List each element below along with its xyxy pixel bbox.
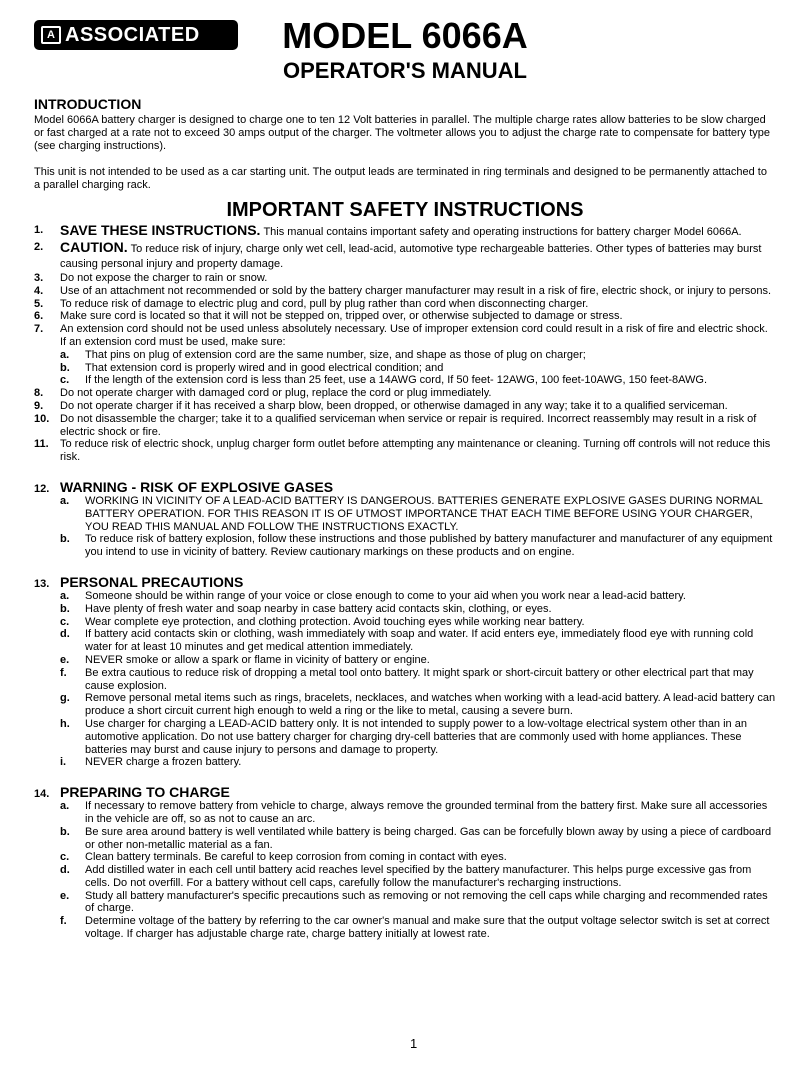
precaution-item-d: d. If battery acid contacts skin or clothing, wash immediately with soap and water. If acid enters eye, immediately flood eye with running cold water for at least 10 minutes and get medical attention immediately. bbox=[60, 628, 754, 654]
safety-item-1: 1. SAVE THESE INSTRUCTIONS. This manual contains important safety and operating instructions for battery charger Model 6066A. bbox=[34, 222, 742, 239]
safety-item-7c: c. If the length of the extension cord is less than 25 feet, use a 14AWG cord, If 50 feet- 12AWG, 100 feet-10AWG, 150 feet-8AWG. bbox=[60, 374, 708, 387]
safety-item-9: 9. Do not operate charger if it has received a sharp blow, been dropped, or otherwise damaged in any way; take it to a qualified serviceman. bbox=[34, 399, 728, 412]
precaution-item-a: a. Someone should be within range of your voice or close enough to come to your aid when you work near a lead-acid battery. bbox=[60, 589, 686, 602]
precaution-item-b: b. Have plenty of fresh water and soap nearby in case battery acid contacts skin, clothing, or eyes. bbox=[60, 602, 552, 615]
preparing-section-heading: 14. PREPARING TO CHARGE bbox=[34, 784, 230, 801]
logo-text: ASSOCIATED bbox=[65, 24, 200, 46]
preparing-item-c: c. Clean battery terminals. Be careful to keep corrosion from coming in contact with eyes. bbox=[60, 851, 507, 864]
preparing-item-d: d. Add distilled water in each cell until battery acid reaches level specified by the battery manufacturer. This helps purge excessive gas from cells. Do not overfill. For a battery without cell caps, carefully follow the manufacturer's recharging instructions. bbox=[60, 864, 752, 889]
safety-item-2: 2. CAUTION. To reduce risk of injury, charge only wet cell, lead-acid, automotive type rechargeable batteries. Other types of batteries may burst causing personal injury and property damage. bbox=[34, 239, 762, 271]
preparing-item-e: e. Study all battery manufacturer's specific precautions such as removing or not removing the cell caps while charging and recommended rates of charge. bbox=[60, 889, 768, 915]
intro-paragraph-2: This unit is not intended to be used as a car starting unit. The output leads are terminated in ring terminals and designed to be permanently attached to a parallel charging rack. bbox=[34, 165, 767, 191]
page-subtitle: OPERATOR'S MANUAL bbox=[283, 58, 527, 83]
manual-content bbox=[34, 96, 776, 941]
preparing-item-a: a. If necessary to remove battery from vehicle to charge, always remove the grounded terminal from the battery first. Make sure all accessories in the vehicle are off, so as not to cause an arc. bbox=[60, 800, 768, 825]
safety-item-11: 11. To reduce risk of electric shock, unplug charger form outlet before attempting any maintenance or cleaning. Turning off controls will not reduce this risk. bbox=[34, 438, 771, 464]
safety-item-5: 5. To reduce risk of damage to electric plug and cord, pull by plug rather than cord when disconnecting charger. bbox=[34, 297, 589, 310]
preparing-item-b: b. Be sure area around battery is well ventilated while battery is being charged. Gas can be forcefully blown away by using a piece of cardboard or other non-metallic material as a fan. bbox=[60, 825, 772, 851]
safety-item-7b: b. That extension cord is properly wired and in good electrical condition; and bbox=[60, 361, 444, 374]
safety-item-7: 7. An extension cord should not be used unless absolutely necessary. Use of improper extension cord could result in a risk of fire and electric shock. If an extension cord must be used, make sure: bbox=[34, 323, 768, 348]
precaution-item-i: i. NEVER charge a frozen battery. bbox=[60, 756, 242, 769]
safety-item-10: 10. Do not disassemble the charger; take it to a qualified serviceman when service or repair is required. Incorrect reassembly may result in a risk of electric shock or fire. bbox=[34, 412, 757, 438]
associated-logo bbox=[34, 20, 238, 50]
safety-item-7a: a. That pins on plug of extension cord are the same number, size, and shape as those of plug on charger; bbox=[60, 348, 586, 361]
precaution-item-g: g. Remove personal metal items such as rings, bracelets, necklaces, and watches when working with a lead-acid battery. A lead-acid battery can produce a short circuit current high enough to weld a ring or the like to metal, causing a severe burn. bbox=[60, 692, 776, 718]
intro-paragraph-1: Model 6066A battery charger is designed to charge one to ten 12 Volt batteries in parallel. The multiple charge rates allow batteries to be slow charged or fast charged at a rate not to exceed 30 amps output of the charger. The voltmeter allows you to adjust the charge rate to compensate for battery type (see charging instructions). bbox=[34, 114, 771, 153]
logo-mark-icon: A bbox=[41, 26, 61, 44]
warning-item-a: a. WORKING IN VICINITY OF A LEAD-ACID BATTERY IS DANGEROUS. BATTERIES GENERATE EXPLOSIVE GASES DURING NORMAL BATTERY OPERATION. FOR THIS REASON IT IS OF UTMOST IMPORTANCE THAT EACH TIME BEFORE USING YOUR CHARGER, YOU READ THIS MANUAL AND FOLLOW THE INSTRUCTIONS EXACTLY. bbox=[60, 494, 763, 533]
preparing-item-f: f. Determine voltage of the battery by referring to the car owner's manual and make sure that the output voltage selector switch is set at correct voltage. If charger has adjustable charge rate, charge battery initially at lowest rate. bbox=[60, 915, 770, 941]
safety-item-8: 8. Do not operate charger with damaged cord or plug, replace the cord or plug immediately. bbox=[34, 387, 492, 400]
precaution-item-h: h. Use charger for charging a LEAD-ACID battery only. It is not intended to supply power to a low-voltage electrical system other than in an automotive application. Do not use battery charger for charging dry-cell batteries that are commonly used with home appliances. These batteries may burst and cause injury to persons and damage to property. bbox=[60, 717, 747, 756]
precaution-item-e: e. NEVER smoke or allow a spark or flame in vicinity of battery or engine. bbox=[60, 653, 430, 666]
warning-section-heading: 12. WARNING - RISK OF EXPLOSIVE GASES bbox=[34, 478, 334, 495]
warning-item-b: b. To reduce risk of battery explosion, follow these instructions and those published by battery manufacturer and manufacturer of any equipment you intend to use in vicinity of battery. Review cautionary markings on these products and on engine. bbox=[60, 533, 773, 559]
safety-item-3: 3. Do not expose the charger to rain or snow. bbox=[34, 272, 268, 285]
intro-heading: INTRODUCTION bbox=[34, 96, 142, 112]
page-number: 1 bbox=[410, 1036, 418, 1051]
page-title: MODEL 6066A bbox=[282, 15, 528, 56]
safety-heading: IMPORTANT SAFETY INSTRUCTIONS bbox=[226, 199, 584, 222]
safety-item-4: 4. Use of an attachment not recommended or sold by the battery charger manufacturer may result in a risk of fire, electric shock, or injury to persons. bbox=[34, 284, 772, 297]
precaution-item-c: c. Wear complete eye protection, and clothing protection. Avoid touching eyes while working near battery. bbox=[60, 615, 585, 628]
precautions-section-heading: 13. PERSONAL PRECAUTIONS bbox=[34, 573, 244, 590]
safety-item-6: 6. Make sure cord is located so that it will not be stepped on, tripped over, or otherwise subjected to damage or stress. bbox=[34, 310, 623, 323]
precaution-item-f: f. Be extra cautious to reduce risk of dropping a metal tool onto battery. It might spark or short-circuit battery or other electrical part that may cause explosion. bbox=[60, 666, 754, 692]
